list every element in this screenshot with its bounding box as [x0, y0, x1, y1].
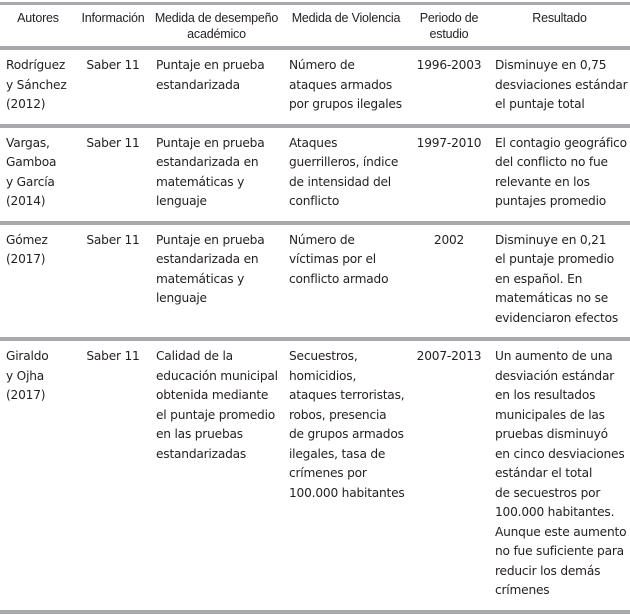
cell-autores [0, 223, 76, 340]
cell-text-line: lenguaje [156, 291, 207, 305]
cell-resultado [489, 223, 630, 340]
cell-resultado [489, 48, 630, 126]
header-row [0, 4, 630, 49]
cell-periodo [409, 339, 489, 612]
cell-text-line: homicidios, [289, 368, 357, 383]
cell-text-line: desviaciones estándar [495, 77, 628, 92]
header-text: Resultado [532, 11, 587, 25]
cell-text-line: 100.000 habitantes. [495, 505, 615, 519]
cell-text-line: Puntaje en prueba [156, 58, 265, 72]
cell-text-line: evidenciaron efectos [495, 310, 618, 325]
cell-text-line: guerrilleros, índice [289, 155, 399, 169]
header-resultado [489, 4, 630, 49]
cell-text-line: robos, presencia [289, 407, 387, 422]
cell-text-line: desviación estándar [495, 368, 615, 383]
cell-text-line: y García [6, 174, 55, 189]
cell-text-line: Giraldo [6, 349, 49, 363]
cell-autores [0, 339, 76, 612]
cell-text-line: ataques terroristas, [289, 388, 405, 402]
cell-text-line: obtenida mediante [156, 388, 269, 402]
cell-violencia [283, 126, 409, 223]
cell-violencia [283, 48, 409, 126]
cell-text: Saber 11 [86, 349, 140, 363]
cell-text-line: Disminuye en 0,21 [495, 232, 607, 247]
cell-text-line: Un aumento de una [495, 349, 613, 363]
cell-text-line: el puntaje promedio [495, 252, 615, 266]
cell-text-line: en los resultados [495, 388, 596, 402]
cell-text-line: ilegales, tasa de [289, 446, 386, 461]
cell-text-line: Gamboa [6, 155, 57, 169]
cell-text: 1997-2010 [416, 135, 482, 150]
cell-text-line: del conflicto no fue [495, 155, 608, 169]
cell-text: 1996-2003 [416, 58, 482, 72]
cell-text-line: El contagio geográfico [495, 135, 627, 150]
cell-text-line: (2014) [6, 194, 46, 208]
cell-text-line: Secuestros, [289, 349, 358, 363]
cell-text-line: de intensidad del [289, 174, 391, 189]
literature-review-table [0, 2, 630, 614]
cell-text-line: municipales de las [495, 407, 605, 422]
cell-text-line: Número de [289, 58, 355, 72]
cell-periodo [409, 223, 489, 340]
cell-text-line: conflicto armado [289, 271, 389, 286]
cell-text: 2007-2013 [416, 349, 482, 363]
cell-text-line: Calidad de la [156, 349, 233, 363]
cell-text-line: matemáticas y [156, 271, 245, 286]
cell-text-line: en cinco desviaciones [495, 446, 625, 461]
cell-text-line: no fue suficiente para [495, 544, 624, 558]
cell-desempeno [150, 339, 283, 612]
table-body [0, 48, 630, 612]
cell-text-line: por grupos ilegales [289, 97, 402, 111]
cell-text-line: víctimas por el [289, 252, 376, 266]
cell-text-line: estandarizada [156, 77, 240, 92]
cell-text-line: reducir los demás [495, 563, 601, 578]
cell-text-line: lenguaje [156, 194, 207, 208]
cell-periodo [409, 48, 489, 126]
cell-text-line: de secuestros por [495, 485, 601, 500]
header-text: estudio [429, 27, 469, 41]
cell-informacion [76, 48, 150, 126]
cell-text-line: pruebas disminuyó [495, 427, 608, 441]
table-row [0, 126, 630, 223]
cell-periodo [409, 126, 489, 223]
cell-desempeno [150, 126, 283, 223]
cell-text-line: relevante en los [495, 174, 590, 189]
header-text: Medida de Violencia [291, 11, 401, 25]
cell-text-line: el puntaje promedio [156, 407, 276, 422]
cell-text-line: estandarizada en [156, 155, 259, 169]
cell-text-line: el puntaje total [495, 97, 585, 111]
cell-text-line: y Sánchez [6, 77, 67, 92]
cell-text-line: educación municipal [156, 368, 278, 383]
cell-text-line: 100.000 habitantes [289, 485, 405, 500]
table-row [0, 339, 630, 612]
cell-text-line: puntajes promedio [495, 194, 607, 208]
cell-text-line: en las pruebas [156, 427, 243, 441]
cell-text-line: (2017) [6, 388, 46, 402]
cell-resultado [489, 339, 630, 612]
cell-text-line: matemáticas y [156, 174, 245, 189]
cell-text: Saber 11 [86, 232, 140, 247]
cell-text-line: (2017) [6, 252, 46, 266]
cell-text-line: y Ojha [6, 368, 45, 383]
cell-text-line: Puntaje en prueba [156, 135, 265, 150]
cell-text: Saber 11 [86, 58, 140, 72]
cell-text-line: (2012) [6, 97, 46, 111]
cell-text-line: crímenes por [289, 466, 367, 480]
cell-text-line: Aunque este aumento [495, 524, 627, 539]
cell-text: Saber 11 [86, 135, 140, 150]
cell-desempeno [150, 48, 283, 126]
table-row [0, 48, 630, 126]
cell-text-line: estandarizada en [156, 252, 259, 266]
header-violencia [283, 4, 409, 49]
header-desempeno [150, 4, 283, 49]
cell-text-line: Disminuye en 0,75 [495, 58, 607, 72]
cell-text-line: Vargas, [6, 135, 50, 150]
cell-text-line: ataques armados [289, 77, 393, 92]
cell-autores [0, 48, 76, 126]
cell-text-line: conflicto [289, 194, 340, 208]
header-text: Periodo de [419, 11, 479, 25]
cell-text-line: estándar el total [495, 466, 593, 480]
cell-informacion [76, 339, 150, 612]
cell-informacion [76, 223, 150, 340]
header-autores [0, 4, 76, 49]
cell-text-line: Gómez [6, 232, 48, 247]
cell-violencia [283, 223, 409, 340]
cell-text-line: de grupos armados [289, 427, 404, 441]
cell-desempeno [150, 223, 283, 340]
cell-text: 2002 [433, 232, 465, 247]
cell-autores [0, 126, 76, 223]
cell-informacion [76, 126, 150, 223]
cell-text-line: Número de [289, 232, 355, 247]
cell-text-line: estandarizadas [156, 446, 247, 461]
cell-violencia [283, 339, 409, 612]
header-periodo [409, 4, 489, 49]
cell-text-line: Rodríguez [6, 58, 66, 72]
header-text: Medida de desempeño [154, 11, 279, 25]
header-informacion [76, 4, 150, 49]
cell-text-line: matemáticas no se [495, 291, 609, 305]
cell-text-line: Puntaje en prueba [156, 232, 265, 247]
cell-resultado [489, 126, 630, 223]
cell-text-line: en español. En [495, 271, 583, 286]
cell-text-line: Ataques [289, 135, 338, 150]
table-row [0, 223, 630, 340]
cell-text-line: crímenes [495, 583, 550, 597]
header-text: académico [187, 27, 246, 41]
header-text: Autores [17, 11, 59, 25]
header-text: Información [81, 11, 145, 25]
